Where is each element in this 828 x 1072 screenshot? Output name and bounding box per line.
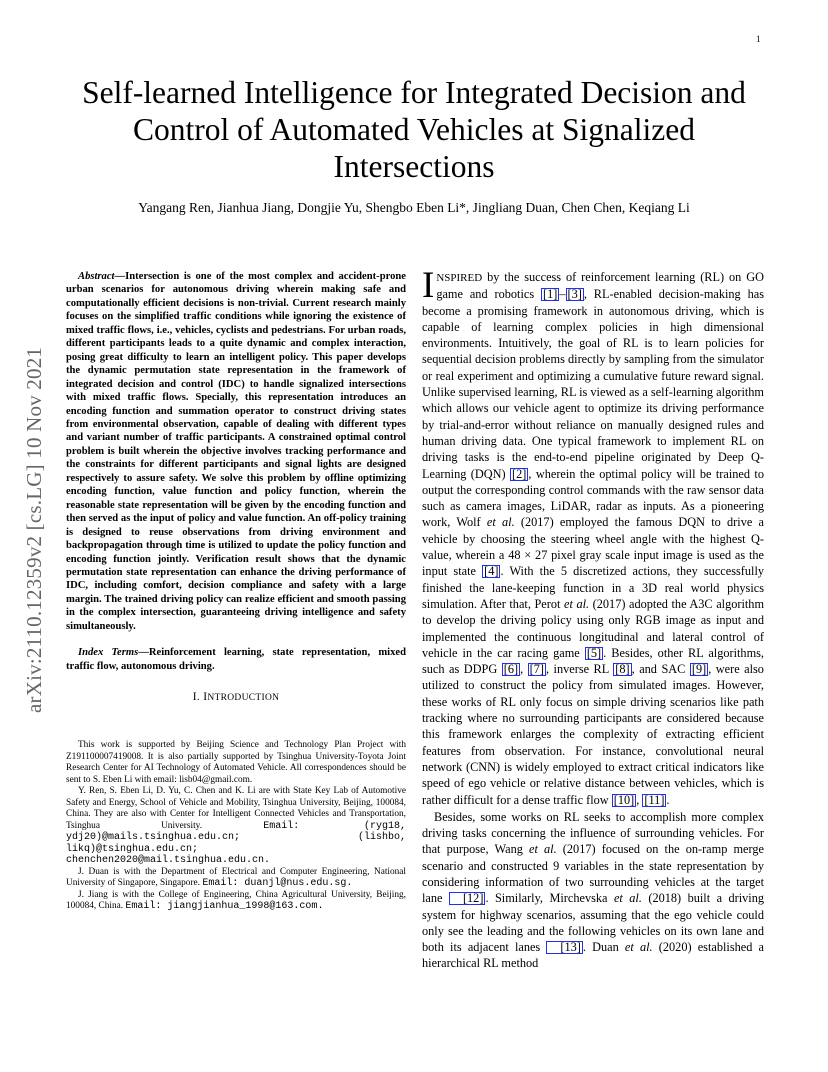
left-column: [66, 270, 406, 913]
footnote-email: Email: duanjl@nus.edu.sg.: [202, 878, 353, 890]
citation-link[interactable]: [2]: [512, 466, 527, 481]
intro-paragraph-1: INSPIRED by the success of reinforcement learning (RL) on GO game and robotics [1] – [3] , RL-enabled decision-making has become a promising framework in autonomous driving, which is capable of learning complex policies in high dimensional environments. Intuitively, the goal of RL is to learn policies for sequential decision problems directly by sampling from the simulator or real experiment and optimizing a cumulative future reward signal. Unlike supervised learning, RL is viewed as a self-learning algorithm which allows our vehicle agent to optimize its driving performance by trial-and-error without reliance on manually designed rules and human driving data. One typical framework to implement RL on driving tasks is the end-to-end pipeline originated by Deep Q-Learning (DQN) [2] , wherein the optimal policy will be trained to output the corresponding control commands with the raw sensor data such as camera images, LiDAR, radar as inputs. As a pioneering work, Wolf et al. (2017) employed the famous DQN to drive a vehicle by choosing the steering wheel angle with the highest Q-value, wherein a 48 × 27 pixel gray scale input image is used as the input state [4] . With the 5 discretized actions, they successfully finished the lane-keeping function in a 3D real world physics simulation. After that, Perot et al. (2017) adopted the A3C algorithm to develop the driving policy using only RGB image as input and implemented the continuous longitudinal and lateral control of vehicle in the car racing game [5] . Besides, other RL algorithms, such as DDPG [6] , [7] , inverse RL [8] , and SAC [9] , were also utilized to construct the policy from simulated images. However, these works of RL only focus on simple driving scenarios like path tracking where no surrounding participants are considered because this framework enlarges the complexity of extracting efficient features from observation. For instance, convolutional neural network (CNN) is widely employed to extract critical indicators like speed of ego vehicle or relative distance between vehicles, which is rather difficult for a dense traffic flow [10] , [11] .: [422, 265, 765, 807]
citation-link[interactable]: [12]: [449, 892, 486, 905]
author-list: Yangang Ren, Jianhua Jiang, Dongjie Yu, Shengbo Eben Li*, Jingliang Duan, Chen Chen, Keqiang Li: [138, 200, 690, 215]
footnotes: [66, 740, 406, 913]
citation-link[interactable]: [3]: [567, 287, 582, 302]
citation-link[interactable]: [10]: [613, 792, 635, 807]
index-terms: [66, 646, 406, 673]
drop-cap: I: [422, 265, 435, 306]
intro-paragraph-2: Besides, some works on RL seeks to accomplish more complex driving tasks concerning the influence of surrounding vehicles. For that purpose, Wang et al. (2017) focused on the on-ramp merge scenario and constructed 9 variables in the state representation by considering information of two surrounding vehicles at the target lane [12] . Similarly, Mirchevska et al. (2018) built a driving system for highway scenarios, assuming that the ego vehicle could only see the leading and the following vehicles on its own lane and both its adjacent lanes [13] . Duan et al. (2020) established a hierarchical RL method: [422, 809, 765, 971]
citation-link[interactable]: [7]: [529, 662, 544, 677]
footnote-funding: This work is supported by Beijing Science and Technology Plan Project with Z191100007419008. It is also partially supported by Tsinghua University-Toyota Joint Research Center for AI Technology of Automated Vehicle. All correspondences should be sent to S. Eben Li with email: lisb04@gmail.com.: [66, 740, 406, 785]
citation-link[interactable]: [11]: [644, 792, 665, 807]
citation-link[interactable]: [8]: [615, 662, 630, 677]
footnote-affiliation-nus: J. Duan is with the Department of Electrical and Computer Engineering, National University of Singapore, Singapore. Email: duanjl@nus.edu.sg.: [66, 866, 406, 890]
abstract-label: Abstract: [78, 271, 115, 282]
arxiv-identifier: arXiv:2110.12359v2 [cs.LG] 10 Nov 2021: [22, 346, 46, 714]
citation-link[interactable]: [1]: [543, 287, 558, 302]
paper-title: Self-learned Intelligence for Integrated Decision and Control of Automated Vehicles at Signalized Intersections: [82, 75, 746, 184]
abstract-text: —Intersection is one of the most complex and accident-prone urban scenarios for autonomous driving wherein making safe and computationally efficient decisions is non-trivial. Current research mainly focuses on the simplified traffic conditions while ignoring the existence of mixed traffic flows, i.e., vehicles, cyclists and pedestrians. For urban roads, different participants leads to a quite dynamic and complex interaction, posing great difficulty to learn an intelligent policy. This paper develops the dynamic permutation state representation in the framework of integrated decision and control (IDC) to handle signalized intersections with mixed traffic flows. Specially, this representation introduces an encoding function and summation operator to construct driving states from environmental observation, capable of dealing with different types and variant number of traffic participants. A constrained optimal control problem is built wherein the objective involves tracking performance and the constraints for different participants and signal lights are designed respectively to assure safety. We solve this problem by offline optimizing encoding function, value function and policy function, wherein the reasonable state representation will be given by the encoding function and then served as the input of policy and value function. An off-policy training is designed to reuse observations from driving environment and backpropagation through time is utilized to update the policy function and encoding function jointly. Verification result shows that the dynamic permutation state representation can enhance the driving performance of IDC, including comfort, decision compliance and safety with a large margin. The trained driving policy can realize efficient and smooth passing in the complex intersection, guaranteeing driving intelligence and safety simultaneously.: [66, 271, 406, 632]
citation-link[interactable]: [13]: [546, 941, 583, 954]
citation-link[interactable]: [5]: [586, 645, 602, 660]
abstract: [66, 270, 406, 633]
footnote-email: Email: (ryg18, ydj20)@mails.tsinghua.edu.cn; (lishbo, likq)@tsinghua.edu.cn; chenchen2020@mail.tsinghua.edu.cn.: [66, 820, 407, 867]
footnote-affiliation-tsinghua: Y. Ren, S. Eben Li, D. Yu, C. Chen and K. Li are with State Key Lab of Automotive Safety and Energy, School of Vehicle and Mobility, Tsinghua University, Beijing, 100084, China. They are also with Center for Intelligent Connected Vehicles and Transportation, Tsinghua University. Email: (ryg18, ydj20)@mails.tsinghua.edu.cn; (lishbo, likq)@tsinghua.edu.cn; chenchen2020@mail.tsinghua.edu.cn.: [66, 786, 407, 867]
section-heading-introduction: I. INTRODUCTION: [192, 691, 280, 704]
index-terms-text: —Reinforcement learning, state representation, mixed traffic flow, autonomous driving.: [66, 647, 406, 672]
footnote-email: Email: jiangjianhua_1998@163.com.: [125, 901, 324, 913]
index-terms-label: Index Terms: [78, 647, 139, 659]
footnote-affiliation-cau: J. Jiang is with the College of Engineering, China Agricultural University, Beijing, 100084, China. Email: jiangjianhua_1998@163.com.: [66, 889, 406, 913]
citation-link[interactable]: [6]: [503, 662, 519, 677]
right-column: [422, 265, 765, 972]
citation-link[interactable]: [9]: [691, 662, 707, 677]
citation-link[interactable]: [4]: [484, 564, 499, 579]
page-number: 1: [756, 34, 761, 44]
